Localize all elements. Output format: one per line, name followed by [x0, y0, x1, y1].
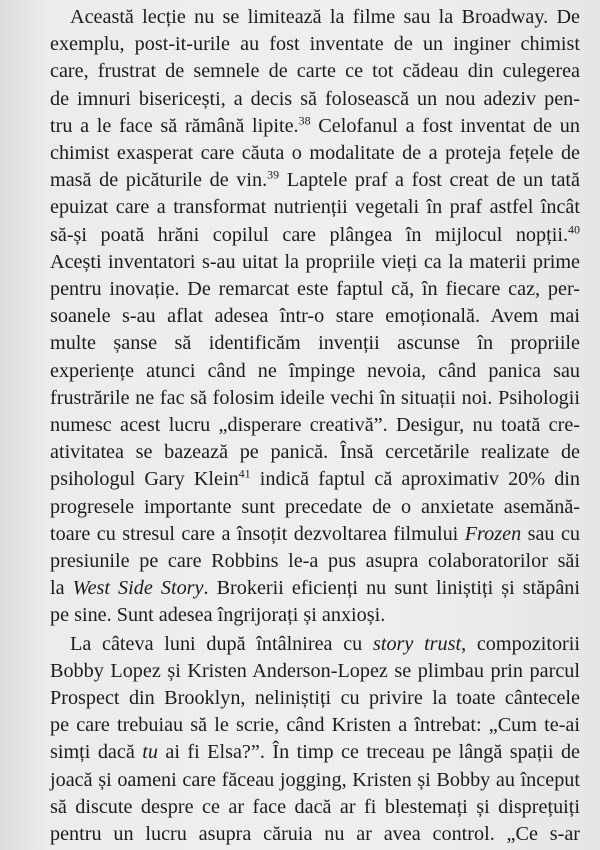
text-line: pe care trebuiau să le scrie, când Kristen a întrebat: „Cum te-ai — [50, 714, 580, 737]
text-line: Acești inventatori s-au uitat la propriile vieți ca la materii prime — [50, 250, 580, 273]
paragraph-1 — [50, 0, 580, 630]
text-line: să discute despre ce ar face dacă ar fi blestemați și disprețuiți — [50, 795, 580, 818]
text-line: simți dacă tu ai fi Elsa?”. În timp ce treceau pe lângă spații de — [50, 741, 581, 764]
italic-term: story trust — [372, 632, 462, 655]
text-line: Bobby Lopez și Kristen Anderson-Lopez se plimbau prin parcul — [50, 659, 580, 682]
paragraph-2 — [50, 631, 580, 849]
text-line: ativitatea se bazează pe panică. Însă cercetările realizate de — [50, 441, 580, 464]
footnote-ref: 38 — [298, 113, 311, 128]
text-line: pentru inovație. De remarcat este faptul că, în fiecare caz, per- — [50, 278, 580, 301]
text-line: care, frustrat de semnele de carte ce tot cădeau din culegerea — [50, 60, 580, 83]
text-line: toare cu stresul care a însoțit dezvoltarea filmului Frozen sau cu — [50, 522, 581, 545]
text-line: multe șanse să identificăm invenții ascunse în propriile — [50, 332, 580, 355]
italic-word: tu — [142, 741, 158, 764]
text-line: pentru un lucru asupra căruia nu ar avea control. „Ce s-ar — [50, 823, 580, 846]
text-line: să-și poată hrăni copilul care plângea în mijlocul nopții.$^{40}$ — [50, 221, 580, 246]
text-line: progresele importante sunt precedate de o anxietate asemănă- — [50, 495, 580, 518]
text-line: experiențe atunci când ne împinge nevoia, când panica sau — [50, 359, 580, 382]
text-line: soanele s-au aflat adesea într-o stare emoțională. Avem mai — [50, 305, 580, 328]
musical-title: West Side Story — [72, 577, 204, 600]
text-line: la West Side Story. Brokerii eficienți nu sunt liniștiți și stăpâni — [50, 577, 580, 600]
text-line: tru a le face să rămână lipite.$^{38}$ Celofanul a fost inventat de un — [50, 113, 580, 137]
footnote-ref: 39 — [267, 167, 280, 182]
footnote-ref: 41 — [238, 466, 251, 481]
text-line: exemplu, post-it-urile au fost inventate de un inginer chimist — [50, 33, 580, 56]
text-line: La câteva luni după întâlnirea cu story trust, compozitorii — [70, 632, 580, 655]
text-line: presiunile pe care Robbins le-a pus asupra colaboratorilor săi — [50, 550, 580, 573]
text-line: epuizat care a transformat nutrienții vegetali în praf astfel încât — [50, 196, 580, 219]
text-line: chimist exasperat care căuta o modalitate de a proteja fețele de — [50, 142, 580, 165]
text-line: frustrările ne fac să folosim ideile vechi în situații noi. Psihologii — [50, 386, 580, 409]
text-line: Această lecție nu se limitează la filme sau la Broadway. De — [70, 6, 580, 28]
text-line: masă de picăturile de vin.$^{39}$ Laptele praf a fost creat de un tată — [50, 167, 581, 192]
text-line: de imnuri bisericești, a decis să folosească un nou adeziv pen- — [50, 87, 580, 110]
text-line: Prospect din Brooklyn, neliniștiți cu privire la toate cântecele — [50, 687, 580, 710]
text-line: numesc acest lucru „disperare creativă”. Desigur, nu toată cre- — [50, 414, 580, 437]
footnote-ref: 40 — [568, 221, 580, 236]
text-line: joacă și oameni care făceau jogging, Kristen și Bobby au început — [50, 768, 580, 791]
text-line: pe sine. Sunt adesea îngrijorați și anxioși. — [50, 604, 386, 627]
film-title: Frozen — [464, 522, 522, 545]
text-line: psihologul Gary Klein$^{41}$ indică faptul că aproximativ 20% din — [50, 466, 580, 491]
